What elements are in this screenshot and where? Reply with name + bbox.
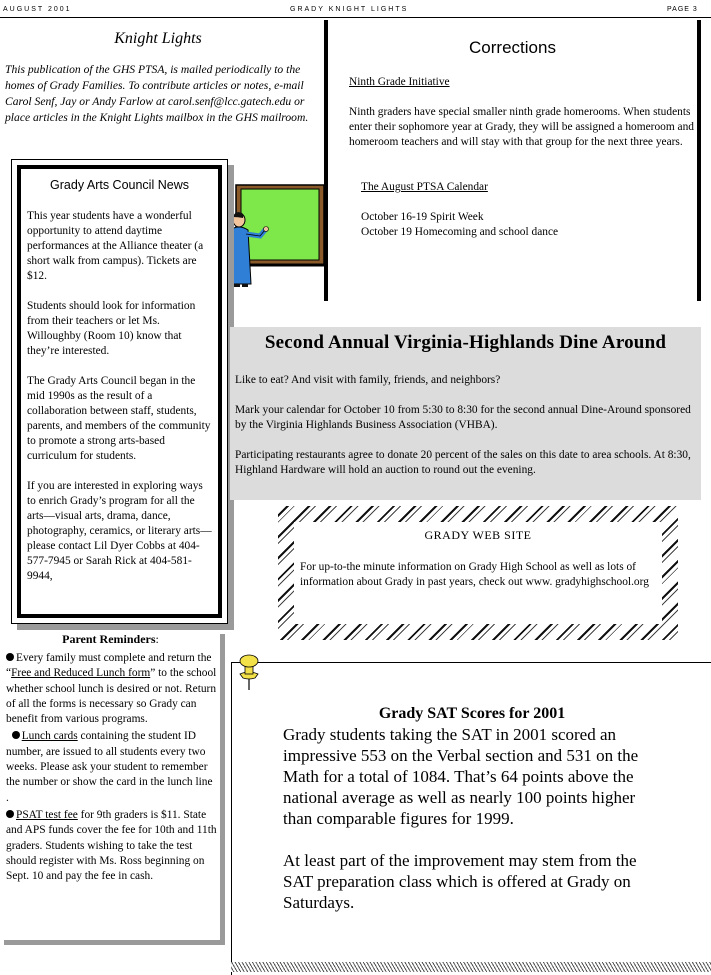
sat-frame-left xyxy=(231,662,232,975)
parent-reminders-title: Parent Reminders: xyxy=(62,632,159,646)
reminder-link: Lunch cards xyxy=(21,730,78,743)
sat-paragraph: At least part of the improvement may stem from the SAT preparation class which is offered at Grady on Saturdays. xyxy=(283,851,637,912)
dine-paragraph: Like to eat? And visit with family, friends, and neighbors? xyxy=(235,374,501,386)
knight-lights-title: Knight Lights xyxy=(114,30,202,47)
bullet-icon xyxy=(6,810,14,818)
reminder-link: Free and Reduced Lunch form xyxy=(11,667,151,680)
dine-around-box xyxy=(230,327,701,500)
bullet-icon xyxy=(6,653,14,661)
arts-paragraph: Students should look for information from their teachers or let Ms. Willoughby (Room 10) know that they’re interested. xyxy=(27,300,196,357)
header-date: AUGUST 2001 xyxy=(3,6,72,13)
web-site-title: GRADY WEB SITE xyxy=(424,528,532,542)
parent-reminders-body xyxy=(6,651,217,886)
header-title: GRADY KNIGHT LIGHTS xyxy=(290,6,409,13)
teacher-chalkboard-icon xyxy=(226,184,326,288)
reminders-shadow xyxy=(4,940,225,945)
arts-council-body xyxy=(27,209,212,599)
dine-paragraph: Mark your calendar for October 10 from 5:30 to 8:30 for the second annual Dine-Around sponsored by the Virginia Highlands Business Association (VHBA). xyxy=(235,404,691,431)
parent-reminders-box xyxy=(0,630,221,940)
reminder-item: PSAT test fee for 9th graders is $11. State and APS funds cover the fee for 10th and 11th graders. Students wishing to take the test should register with Ms. Ross beginning on Sept. 10 and pay the fee in cash. xyxy=(6,808,217,883)
web-site-inner xyxy=(294,522,662,624)
reminder-item: Every family must complete and return the “Free and Reduced Lunch form” to the school whether school lunch is desired or not. Return of all the forms is necessary so Grady can benefit from various programs. xyxy=(6,652,217,726)
knight-lights-body: This publication of the GHS PTSA, is mailed periodically to the homes of Grady Families. To contribute articles or notes, e-mail Carol Senf, Jay or Andy Farlow at carol.senf@lcc.gatech.edu or place articles in the Knight Lights mailbox in the GHS mailroom. xyxy=(5,63,309,124)
bullet-icon xyxy=(12,731,20,739)
arts-paragraph: This year students have a wonderful opportunity to attend daytime performances at the Alliance theater (a short walk from campus). Tickets are $12. xyxy=(27,210,204,282)
header-rule xyxy=(0,17,711,18)
ninth-grade-body: Ninth graders have special smaller ninth grade homerooms. When students enter their sophomore year at Grady, they will be assigned a homeroom and homeroom teachers and will stay with that group for the next three years. xyxy=(349,106,694,148)
dine-around-body xyxy=(235,373,693,493)
arts-council-frame xyxy=(17,165,222,618)
ninth-grade-heading: Ninth Grade Initiative xyxy=(349,76,450,88)
sat-title: Grady SAT Scores for 2001 xyxy=(378,705,566,722)
header-page: PAGE 3 xyxy=(667,6,698,13)
reminder-item: Lunch cards containing the student ID number, are issued to all students every two weeks. Please ask your student to remember the number or show the card in the lunch line . xyxy=(6,730,213,804)
dine-around-title: Second Annual Virginia-Highlands Dine Around xyxy=(264,332,667,353)
arts-paragraph: The Grady Arts Council began in the mid 1990s as the result of a collaboration between staff, students, parents, and members of the community to promote a strong arts-based curriculum for students. xyxy=(27,375,211,462)
calendar-item: October 16-19 Spirit Week xyxy=(361,211,484,223)
arts-council-title: Grady Arts Council News xyxy=(50,178,189,192)
pushpin-icon xyxy=(236,652,262,692)
web-site-box xyxy=(278,506,678,640)
sat-paragraph: Grady students taking the SAT in 2001 scored an impressive 553 on the Verbal section and 531 on the Math for a total of 1084. That’s 64 points above the national average as well as nearly 100 points higher than comparable figures for 1999. xyxy=(283,725,639,828)
sat-frame-top xyxy=(231,662,711,663)
calendar-heading: The August PTSA Calendar xyxy=(361,181,488,193)
reminder-link: PSAT test fee xyxy=(16,808,78,821)
arts-council-box xyxy=(11,159,228,624)
arts-paragraph: If you are interested in exploring ways to enrich Grady’s program for all the arts—visual arts, drama, dance, photography, ceramics, or literary arts—please contact Lil Dyer Cobbs at 404-577-7945 or Sarah Rick at 404-581-9944, xyxy=(27,480,212,582)
sat-frame-bottom xyxy=(231,962,711,972)
dine-paragraph: Participating restaurants agree to donate 20 percent of the sales on this date to area schools. At 8:30, Highland Hardware will hold an auction to round out the evening. xyxy=(235,449,691,476)
corrections-right-rule xyxy=(697,20,701,301)
sat-body xyxy=(283,724,668,934)
web-site-body: For up-to-the minute information on Grady High School as well as lots of information about Grady in past years, check out www. gradyhighschool.org xyxy=(300,561,649,588)
calendar-item: October 19 Homecoming and school dance xyxy=(361,226,559,238)
corrections-title: Corrections xyxy=(469,38,556,57)
